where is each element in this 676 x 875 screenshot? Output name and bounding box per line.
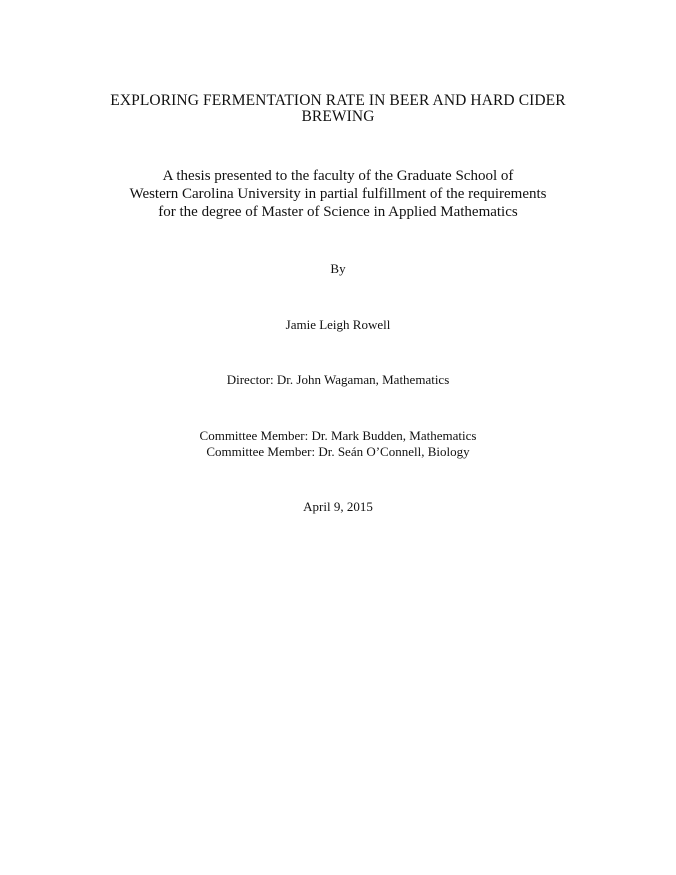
director-line: Director: Dr. John Wagaman, Mathematics — [226, 372, 450, 387]
thesis-title-line-2: BREWING — [301, 108, 375, 125]
committee-member-1: Committee Member: Dr. Mark Budden, Mathematics — [199, 428, 477, 443]
author-name: Jamie Leigh Rowell — [285, 317, 391, 332]
by-label: By — [330, 261, 346, 276]
thesis-description-line-1: A thesis presented to the faculty of the Graduate School of — [162, 168, 514, 184]
thesis-title — [0, 93, 676, 125]
thesis-date: April 9, 2015 — [303, 499, 373, 514]
thesis-title-line-1: EXPLORING FERMENTATION RATE IN BEER AND HARD CIDER — [110, 92, 566, 109]
committee-member-2: Committee Member: Dr. Seán O’Connell, Biology — [206, 444, 470, 459]
thesis-description — [0, 167, 676, 221]
thesis-description-line-3: for the degree of Master of Science in Applied Mathematics — [158, 204, 518, 220]
committee-members — [0, 428, 676, 460]
thesis-description-line-2: Western Carolina University in partial fulfillment of the requirements — [129, 186, 547, 202]
